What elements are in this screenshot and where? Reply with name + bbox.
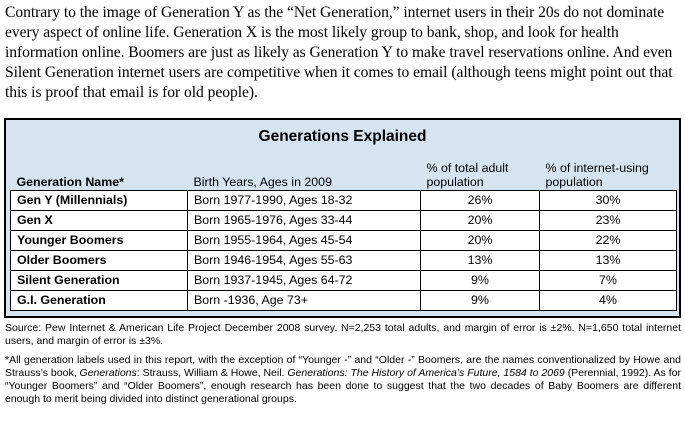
footnote-italic-title: Generations [79, 367, 137, 379]
birth-years: Born 1965-1976, Ages 33-44 [188, 211, 421, 231]
header-generation-name: Generation Name* [16, 175, 124, 189]
birth-years: Born 1977-1990, Ages 18-32 [188, 191, 421, 211]
birth-years: Born 1946-1954, Ages 55-63 [188, 251, 421, 271]
pct-internet: 13% [540, 251, 677, 271]
table-row [11, 271, 677, 291]
table-row [11, 231, 677, 251]
table-header-row [11, 156, 677, 191]
table-row [11, 251, 677, 271]
intro-paragraph: Contrary to the image of Generation Y as the “Net Generation,” internet users in their 20s do not dominate every aspect of online life. Generation X is the most likely group to bank, shop, and look for health information online. Boomers are just as likely as Generation Y to make travel reservations online. And even Silent Generation internet users are competitive when it comes to email (although teens might point out that this is proof that email is for old people). [5, 4, 673, 101]
pct-internet: 4% [540, 291, 677, 311]
pct-internet: 7% [540, 271, 677, 291]
pct-internet: 23% [540, 211, 677, 231]
header-birth-years: Birth Years, Ages in 2009 [193, 175, 332, 189]
pct-adult: 26% [421, 191, 540, 211]
table-row [11, 291, 677, 311]
birth-years: Born -1936, Age 73+ [188, 291, 421, 311]
generations-table-box [4, 118, 681, 318]
table-title: Generations Explained [258, 128, 427, 145]
table-row [11, 211, 677, 231]
header-pct-adult: % of total adult population [426, 161, 509, 189]
generation-name: Younger Boomers [11, 231, 188, 251]
pct-adult: 20% [421, 231, 540, 251]
birth-years: Born 1955-1964, Ages 45-54 [188, 231, 421, 251]
notes-section [5, 322, 681, 412]
footnote-italic-book: Generations: The History of America’s Future, 1584 to 2069 [287, 367, 565, 379]
footnote-text: (Perennial, 1992). As for “Younger Boomers” and “Older Boomers”, enough research has been done to suggest that the two decades of Baby Boomers are different enough to merit being divided into distinct generational groups. [5, 367, 681, 405]
pct-adult: 9% [421, 291, 540, 311]
pct-adult: 9% [421, 271, 540, 291]
generation-name: G.I. Generation [11, 291, 188, 311]
generation-name: Gen X [11, 211, 188, 231]
generations-table [10, 156, 677, 311]
pct-internet: 22% [540, 231, 677, 251]
header-pct-internet: % of internet-using population [545, 161, 649, 189]
pct-adult: 13% [421, 251, 540, 271]
footnote-text: : Strauss, William & Howe, Neil. [136, 367, 288, 379]
birth-years: Born 1937-1945, Ages 64-72 [188, 271, 421, 291]
generation-name: Gen Y (Millennials) [11, 191, 188, 211]
footnote [5, 354, 681, 406]
generation-name: Older Boomers [11, 251, 188, 271]
pct-internet: 30% [540, 191, 677, 211]
table-row [11, 191, 677, 211]
generation-name: Silent Generation [11, 271, 188, 291]
source-note: Source: Pew Internet & American Life Project December 2008 survey. N=2,253 total adults, and margin of error is ±2%. N=1,650 total internet users, and margin of error is ±3%. [5, 322, 681, 347]
footnote-text: *All generation labels used in this report, with the exception of “Younger -” and “Older -” Boomers, are the names conventionalized by Howe and Strauss’s book, [5, 354, 681, 379]
pct-adult: 20% [421, 211, 540, 231]
